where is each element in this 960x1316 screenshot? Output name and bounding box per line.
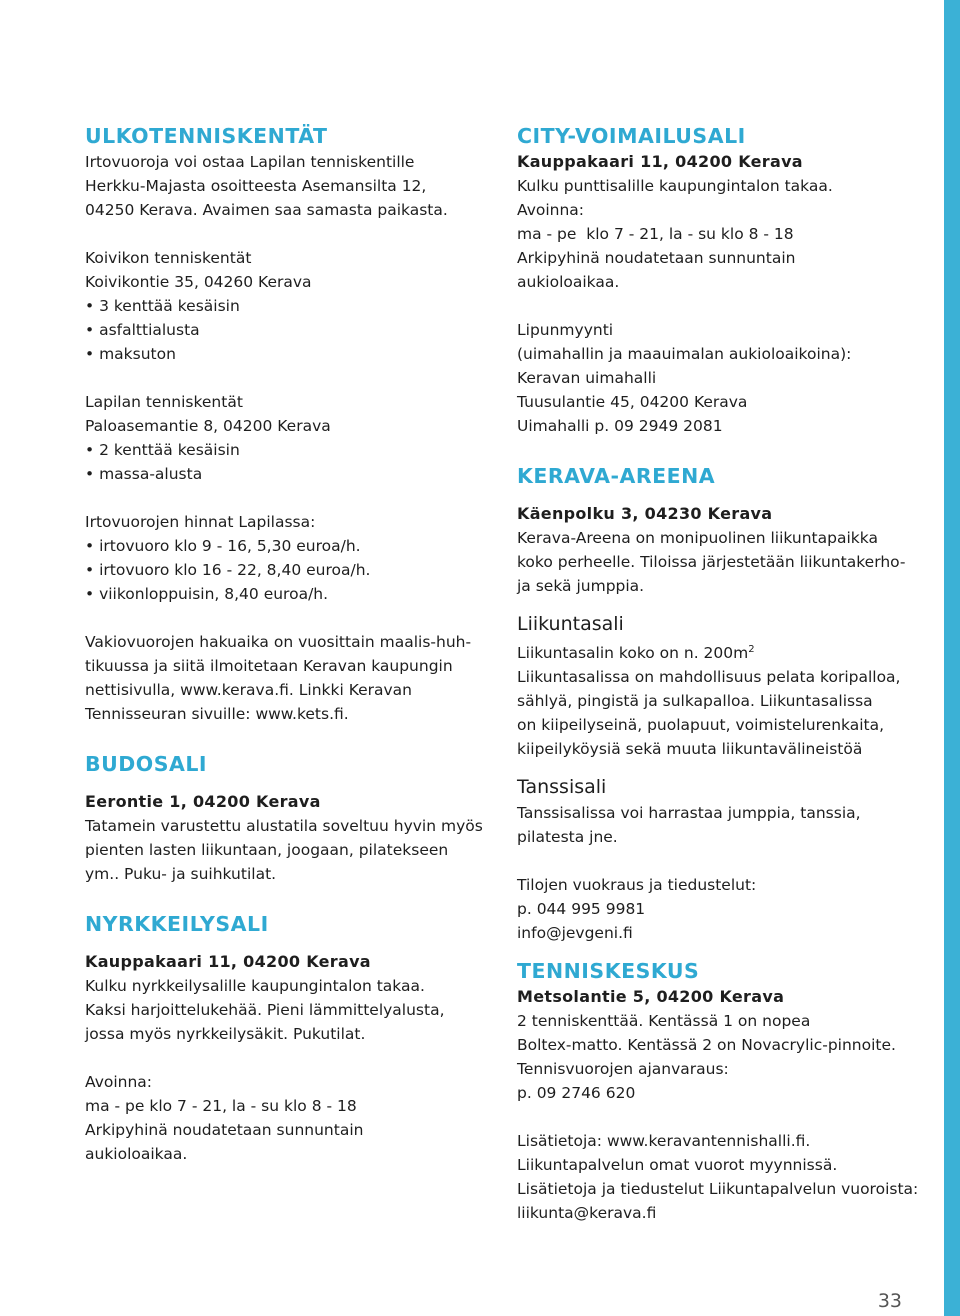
koivikko-line: Koivikon tenniskentät xyxy=(85,249,252,267)
budosali-line: Tatamein varustettu alustatila soveltuu hyvin myös xyxy=(85,817,483,835)
heading-budosali: BUDOSALI xyxy=(85,752,208,776)
contact-phone: p. 044 995 9981 xyxy=(517,900,646,919)
liikuntasali-line: Liikuntasalissa on mahdollisuus pelata koripalloa, xyxy=(517,668,901,687)
right-edge-bar xyxy=(944,0,960,1316)
tenniskeskus-info-line: liikunta@kerava.fi xyxy=(517,1204,657,1223)
intro-line: Herkku-Majasta osoitteesta Asemansilta 12, xyxy=(85,177,427,195)
vakio-line: Tennisseuran sivuille: www.kets.fi. xyxy=(85,705,349,723)
lapila-line: Lapilan tenniskentät xyxy=(85,393,243,411)
city-address: Kauppakaari 11, 04200 Kerava xyxy=(517,152,803,171)
heading-nyrkkeilysali: NYRKKEILYSALI xyxy=(85,912,269,936)
areena-address: Käenpolku 3, 04230 Kerava xyxy=(517,504,773,523)
ticket-line: Tuusulantie 45, 04200 Kerava xyxy=(517,393,748,411)
tenniskeskus-line: p. 09 2746 620 xyxy=(517,1084,636,1103)
city-line: aukioloaikaa. xyxy=(517,273,620,291)
lapila-line: Paloasemantie 8, 04200 Kerava xyxy=(85,417,331,435)
nyrkkeily-open-line: Avoinna: xyxy=(85,1073,153,1091)
heading-city-voimailusali: CITY-VOIMAILUSALI xyxy=(517,124,746,148)
intro-line: 04250 Kerava. Avaimen saa samasta paikasta. xyxy=(85,201,448,219)
contact-email: info@jevgeni.fi xyxy=(517,924,633,943)
price-bullet: • irtovuoro klo 16 - 22, 8,40 euroa/h. xyxy=(85,558,485,582)
tanssisali-line: Tanssisalissa voi harrastaa jumppia, tanssia, xyxy=(517,804,861,823)
ticket-line: (uimahallin ja maauimalan aukioloaikoina): xyxy=(517,345,852,363)
nyrkkeily-line: Kulku nyrkkeilysalille kaupungintalon takaa. xyxy=(85,977,425,995)
heading-kerava-areena: KERAVA-AREENA xyxy=(517,464,716,488)
koivikko-bullet: • asfalttialusta xyxy=(85,318,485,342)
right-column xyxy=(517,122,917,1225)
liikuntasali-size xyxy=(517,638,917,665)
vakio-line: nettisivulla, www.kerava.fi. Linkki Keravan xyxy=(85,681,412,699)
price-bullet: • viikonloppuisin, 8,40 euroa/h. xyxy=(85,582,485,606)
contact-line: Tilojen vuokraus ja tiedustelut: xyxy=(517,876,757,895)
ticket-line: Keravan uimahalli xyxy=(517,369,657,387)
nyrkkeily-open-line: Arkipyhinä noudatetaan sunnuntain xyxy=(85,1121,364,1139)
heading-ulkotenniskentat: ULKOTENNISKENTÄT xyxy=(85,124,328,148)
budosali-line: ym.. Puku- ja suihkutilat. xyxy=(85,865,277,883)
tenniskeskus-line: Boltex-matto. Kentässä 2 on Novacrylic-pinnoite. xyxy=(517,1036,896,1055)
tenniskeskus-line: Tennisvuorojen ajanvaraus: xyxy=(517,1060,729,1079)
intro-line: Irtovuoroja voi ostaa Lapilan tenniskentille xyxy=(85,153,415,171)
budosali-address: Eerontie 1, 04200 Kerava xyxy=(85,792,321,811)
ticket-line: Uimahalli p. 09 2949 2081 xyxy=(517,417,723,435)
vakio-line: tikuussa ja siitä ilmoitetaan Keravan kaupungin xyxy=(85,657,453,675)
lapila-bullet: • 2 kenttää kesäisin xyxy=(85,438,485,462)
lapila-bullet: • massa-alusta xyxy=(85,462,485,486)
tenniskeskus-info-line: Liikuntapalvelun omat vuorot myynnissä. xyxy=(517,1156,838,1175)
prices-title: Irtovuorojen hinnat Lapilassa: xyxy=(85,513,316,531)
tenniskeskus-address: Metsolantie 5, 04200 Kerava xyxy=(517,987,785,1007)
city-line: Kulku punttisalille kaupungintalon takaa. xyxy=(517,177,833,195)
nyrkkeily-open-line: ma - pe klo 7 - 21, la - su klo 8 - 18 xyxy=(85,1097,357,1115)
liikuntasali-size-text: Liikuntasalin koko on n. 200m xyxy=(517,644,749,663)
vakio-line: Vakiovuorojen hakuaika on vuosittain maalis-huh- xyxy=(85,633,472,651)
price-bullet: • irtovuoro klo 9 - 16, 5,30 euroa/h. xyxy=(85,534,485,558)
liikuntasali-line: on kiipeilyseinä, puolapuut, voimistelurenkaita, xyxy=(517,716,885,735)
city-line: ma - pe klo 7 - 21, la - su klo 8 - 18 xyxy=(517,225,794,243)
left-column xyxy=(85,122,485,1166)
city-line: Arkipyhinä noudatetaan sunnuntain xyxy=(517,249,796,267)
koivikko-bullet: • maksuton xyxy=(85,342,485,366)
heading-tenniskeskus: TENNISKESKUS xyxy=(517,959,700,984)
page-number: 33 xyxy=(877,1290,902,1312)
ticket-line: Lipunmyynti xyxy=(517,321,614,339)
liikuntasali-title: Liikuntasali xyxy=(517,613,624,635)
liikuntasali-size-sup: 2 xyxy=(748,644,755,655)
city-line: Avoinna: xyxy=(517,201,585,219)
nyrkkeily-line: Kaksi harjoittelukehää. Pieni lämmittelyalusta, xyxy=(85,1001,445,1019)
koivikko-line: Koivikontie 35, 04260 Kerava xyxy=(85,273,312,291)
tenniskeskus-info-line: Lisätietoja: www.keravantennishalli.fi. xyxy=(517,1132,811,1151)
tanssisali-title: Tanssisali xyxy=(517,776,607,799)
koivikko-bullet: • 3 kenttää kesäisin xyxy=(85,294,485,318)
liikuntasali-line: kiipeilyköysiä sekä muuta liikuntavälineistöä xyxy=(517,740,863,759)
nyrkkeily-address: Kauppakaari 11, 04200 Kerava xyxy=(85,952,371,971)
liikuntasali-line: sählyä, pingistä ja sulkapalloa. Liikuntasalissa xyxy=(517,692,873,711)
tenniskeskus-info-line: Lisätietoja ja tiedustelut Liikuntapalvelun vuoroista: xyxy=(517,1180,919,1199)
budosali-line: pienten lasten liikuntaan, joogaan, pilatekseen xyxy=(85,841,449,859)
tanssisali-line: pilatesta jne. xyxy=(517,828,618,847)
nyrkkeily-line: jossa myös nyrkkeilysäkit. Pukutilat. xyxy=(85,1025,366,1043)
areena-line: koko perheelle. Tiloissa järjestetään liikuntakerho- xyxy=(517,553,906,571)
tenniskeskus-line: 2 tenniskenttää. Kentässä 1 on nopea xyxy=(517,1012,811,1031)
areena-line: Kerava-Areena on monipuolinen liikuntapaikka xyxy=(517,529,878,547)
areena-line: ja sekä jumppia. xyxy=(517,577,645,595)
nyrkkeily-open-line: aukioloaikaa. xyxy=(85,1145,188,1163)
